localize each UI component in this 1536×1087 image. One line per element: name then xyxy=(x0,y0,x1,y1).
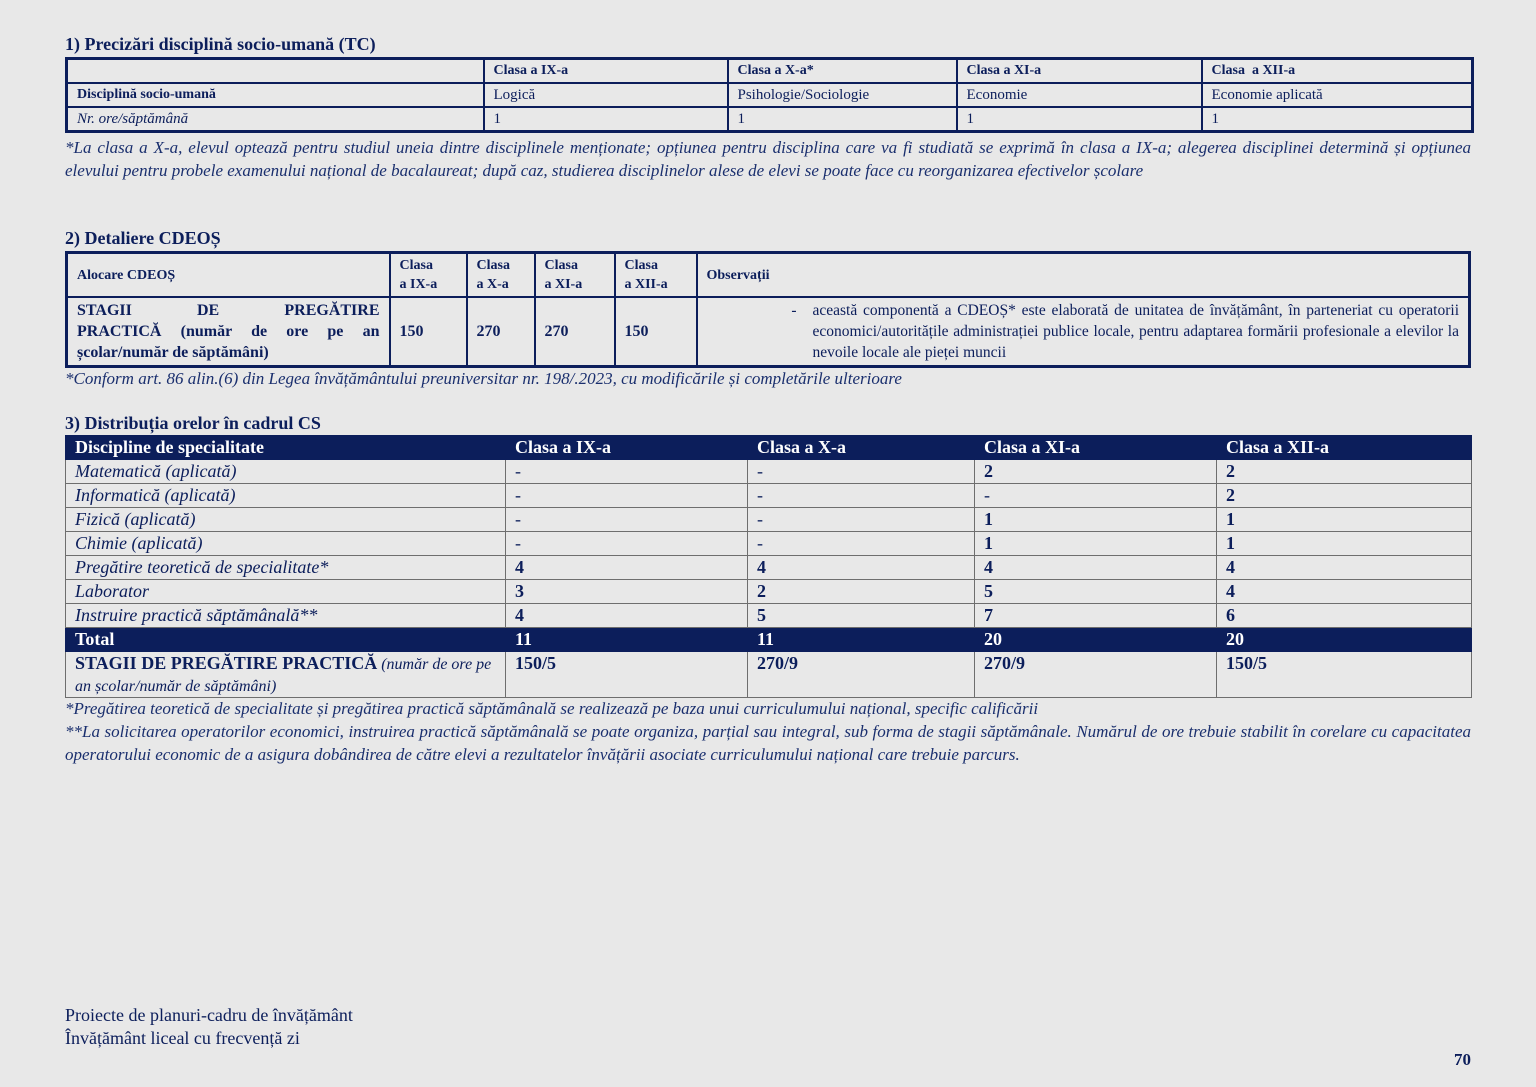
row-label: Disciplină socio-umană xyxy=(67,83,484,107)
table-cell: 4 xyxy=(506,556,748,580)
table-cell: 1 xyxy=(975,508,1217,532)
header-cell: Clasa a X-a xyxy=(748,436,975,460)
table-cell: Psihologie/Sociologie xyxy=(728,83,957,107)
table-cell: 1 xyxy=(1202,107,1473,132)
table-row xyxy=(66,484,1472,508)
table-cell: 3 xyxy=(506,580,748,604)
table-cell: 5 xyxy=(748,604,975,628)
header-cell: Discipline de specialitate xyxy=(66,436,506,460)
table-cell: 270 xyxy=(535,297,615,367)
table-cell: Economie xyxy=(957,83,1202,107)
table-cell: 6 xyxy=(1217,604,1472,628)
page-number: 70 xyxy=(1454,1050,1471,1069)
header-cell: Clasa a XII-a xyxy=(615,253,697,298)
table-cell: 1 xyxy=(1217,508,1472,532)
table-cell: 270/9 xyxy=(975,652,1217,698)
table-cell: 4 xyxy=(506,604,748,628)
row-label: STAGII DE PREGĂTIRE PRACTICĂ (număr de ore pe an școlar/număr de săptămâni) xyxy=(66,652,506,698)
table-cell: 11 xyxy=(748,628,975,652)
table-header-row xyxy=(67,253,1470,298)
table-cell: 2 xyxy=(975,460,1217,484)
header-cell: Clasa a XI-a xyxy=(957,59,1202,84)
table-cell: 1 xyxy=(1217,532,1472,556)
table-cell: 2 xyxy=(1217,484,1472,508)
table-row xyxy=(67,83,1473,107)
section1-footnote: *La clasa a X-a, elevul optează pentru studiul uneia dintre disciplinele menționate; opțiunea pentru disciplina care va fi studiată se exprimă în clasa a IX-a; alegerea disciplinei determină și opțiunea elevului pentru probele examenului național de bacalaureat; după caz, studierea disciplinelor alese de elevi se poate face cu reorganizarea efectivelor școlare xyxy=(65,138,1471,180)
table-cell: Logică xyxy=(484,83,728,107)
observations-cell xyxy=(697,297,1470,367)
header-cell: Clasa a XI-a xyxy=(975,436,1217,460)
table-cell: 150 xyxy=(390,297,467,367)
obs-text: această componentă a CDEOȘ* este elaborată de unitatea de învățământ, în parteneriat cu operatorii economici/autoritățile administrației publice locale, pentru adaptarea formării profesionale a elevilor la nevoile locale ale pieței muncii xyxy=(812,302,1459,361)
table-cell: - xyxy=(748,484,975,508)
table-cell: - xyxy=(748,532,975,556)
table-cell: 5 xyxy=(975,580,1217,604)
table-row xyxy=(66,604,1472,628)
table-header-row xyxy=(66,436,1472,460)
header-alloc: Alocare CDEOȘ xyxy=(67,253,390,298)
section3-title: 3) Distribuția orelor în cadrul CS xyxy=(65,413,321,433)
table-cell: 2 xyxy=(1217,460,1472,484)
row-label: Instruire practică săptămânală** xyxy=(66,604,506,628)
header-cell: Clasa a X-a xyxy=(467,253,535,298)
table-cell: 7 xyxy=(975,604,1217,628)
table-cell: - xyxy=(506,508,748,532)
footer-line-1: Proiecte de planuri-cadru de învățământ xyxy=(65,1005,353,1025)
table-row xyxy=(67,297,1470,367)
row-label: Matematică (aplicată) xyxy=(66,460,506,484)
table-cell: Economie aplicată xyxy=(1202,83,1473,107)
table-cell: 150/5 xyxy=(1217,652,1472,698)
table-cell: 270 xyxy=(467,297,535,367)
header-cell: Clasa a IX-a xyxy=(484,59,728,84)
table-row xyxy=(66,532,1472,556)
table-cell: - xyxy=(748,508,975,532)
socio-human-table xyxy=(65,57,1474,133)
table-cell: 150/5 xyxy=(506,652,748,698)
table-cell: 4 xyxy=(1217,580,1472,604)
section2-title: 2) Detaliere CDEOȘ xyxy=(65,228,221,248)
table-cell: 20 xyxy=(1217,628,1472,652)
table-row xyxy=(66,580,1472,604)
header-cell: Clasa a XI-a xyxy=(535,253,615,298)
section1-title: 1) Precizări disciplină socio-umană (TC) xyxy=(65,34,376,54)
table-cell: 2 xyxy=(748,580,975,604)
total-label: Total xyxy=(66,628,506,652)
table-cell: 150 xyxy=(615,297,697,367)
header-cell: Clasa a IX-a xyxy=(506,436,748,460)
table-row xyxy=(66,556,1472,580)
row-label: Informatică (aplicată) xyxy=(66,484,506,508)
footer-line-2: Învățământ liceal cu frecvență zi xyxy=(65,1028,300,1048)
table-cell: - xyxy=(748,460,975,484)
row-label: Nr. ore/săptămână xyxy=(67,107,484,132)
row-label: Fizică (aplicată) xyxy=(66,508,506,532)
table-row xyxy=(66,460,1472,484)
table-cell: 270/9 xyxy=(748,652,975,698)
table-cell: 1 xyxy=(957,107,1202,132)
stagii-row xyxy=(66,652,1472,698)
table-cell: - xyxy=(506,460,748,484)
table-cell: 4 xyxy=(975,556,1217,580)
row-label: STAGII DE PREGĂTIRE PRACTICĂ (număr de ore pe an școlar/număr de săptămâni) xyxy=(67,297,390,367)
table-cell: - xyxy=(506,532,748,556)
table-cell: 20 xyxy=(975,628,1217,652)
header-cell: Clasa a X-a* xyxy=(728,59,957,84)
section2-footnote: *Conform art. 86 alin.(6) din Legea învățământului preuniversitar nr. 198/.2023, cu modificările și completările ulterioare xyxy=(65,369,902,388)
header-cell: Clasa a XII-a xyxy=(1217,436,1472,460)
table-cell: 11 xyxy=(506,628,748,652)
table-cell: - xyxy=(975,484,1217,508)
table-cell: 1 xyxy=(728,107,957,132)
cs-distribution-table xyxy=(65,435,1472,698)
table-row xyxy=(66,508,1472,532)
table-cell: 1 xyxy=(975,532,1217,556)
header-cell: Clasa a XII-a xyxy=(1202,59,1473,84)
table-row xyxy=(67,107,1473,132)
row-label: Chimie (aplicată) xyxy=(66,532,506,556)
table-cell: 4 xyxy=(748,556,975,580)
row-label: Laborator xyxy=(66,580,506,604)
row-label: Pregătire teoretică de specialitate* xyxy=(66,556,506,580)
header-observations: Observații xyxy=(697,253,1470,298)
cdeos-table xyxy=(65,251,1471,368)
table-cell: - xyxy=(506,484,748,508)
page-footer xyxy=(65,1004,353,1050)
section3-footnote-2: **La solicitarea operatorilor economici, instruirea practică săptămânală se poate organiza, parțial sau integral, sub forma de stagii săptămânale. Numărul de ore trebuie stabilit în corelare cu capacitatea operatorului economic de a asigura dobândirea de către elevi a rezultatelor învățării asociate curriculumului național care trebuie parcurs. xyxy=(65,722,1471,764)
obs-dash: - xyxy=(791,302,797,319)
total-row xyxy=(66,628,1472,652)
table-cell: 4 xyxy=(1217,556,1472,580)
header-cell: Clasa a IX-a xyxy=(390,253,467,298)
header-cell xyxy=(67,59,484,84)
section3-footnote-1: *Pregătirea teoretică de specialitate și pregătirea practică săptămânală se realizează pe baza unui curriculumului național, specific calificării xyxy=(65,699,1039,718)
table-cell: 1 xyxy=(484,107,728,132)
table-header-row xyxy=(67,59,1473,84)
